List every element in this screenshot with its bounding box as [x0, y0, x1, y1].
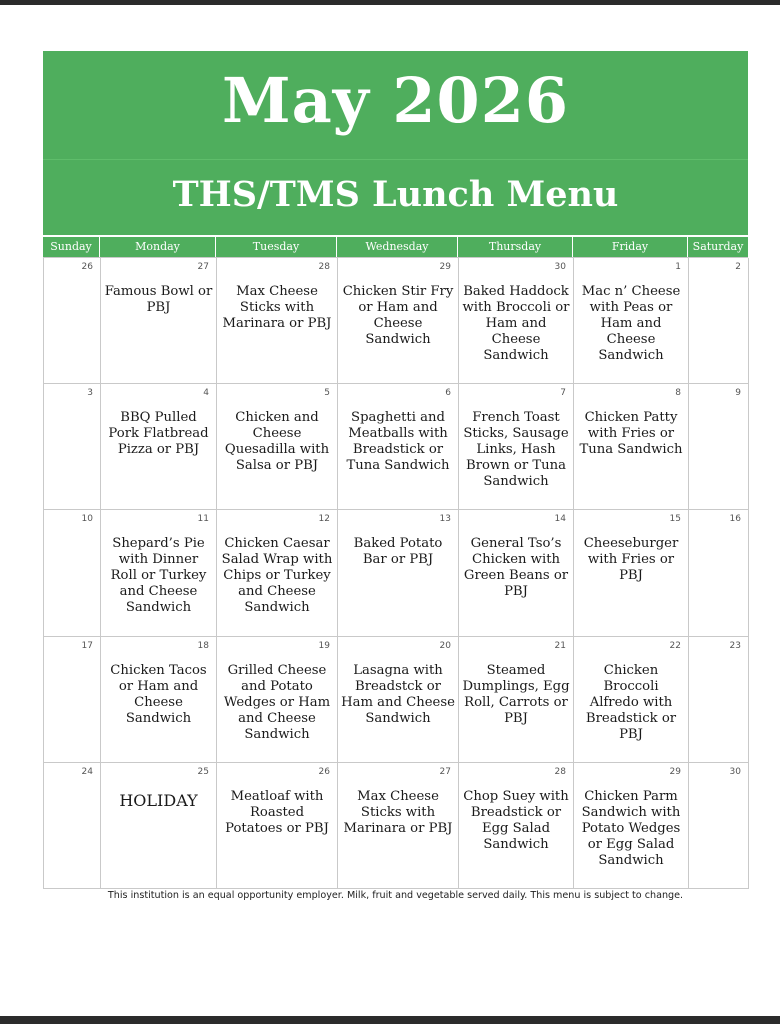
meal-text: Chicken Tacos or Ham and Cheese Sandwich	[110, 662, 207, 726]
weekday-wednesday: Wednesday	[337, 237, 458, 257]
meal-text: Chicken Stir Fry or Ham and Cheese Sandwich	[342, 284, 454, 347]
weekday-friday: Friday	[573, 237, 688, 257]
calendar-day-cell	[217, 763, 338, 889]
meal-text: Spaghetti and Meatballs with Breadstick or Tuna Sandwich	[346, 410, 450, 474]
footer-disclaimer: This institution is an equal opportunity employer. Milk, fruit and vegetable served daily. This menu is subject to change.	[107, 890, 684, 901]
date-number: 9	[735, 388, 741, 399]
date-number: 27	[439, 766, 451, 777]
calendar-day-cell	[574, 637, 689, 763]
date-number: 12	[318, 514, 330, 525]
date-number: 7	[560, 388, 566, 399]
calendar-day-cell	[217, 258, 338, 384]
calendar-day-cell	[574, 384, 689, 510]
calendar-day-cell	[338, 763, 459, 889]
calendar-grid	[43, 257, 748, 889]
calendar-day-cell	[101, 258, 217, 384]
calendar-day-cell	[689, 258, 749, 384]
date-number: 29	[669, 766, 681, 777]
calendar-day-cell	[44, 258, 101, 384]
date-number: 17	[81, 640, 93, 651]
calendar-day-cell	[338, 510, 459, 636]
calendar-day-cell	[459, 763, 574, 889]
meal-text: Grilled Cheese and Potato Wedges or Ham and Cheese Sandwich	[223, 662, 331, 742]
meal-text: French Toast Sticks, Sausage Links, Hash Brown or Tuna Sandwich	[463, 410, 569, 490]
date-number: 1	[675, 262, 681, 272]
meal-text: General Tso’s Chicken with Green Beans or PBJ	[463, 536, 569, 600]
meal-text: Chop Suey with Breadstick or Egg Salad Sandwich	[463, 788, 569, 852]
meal-text: Chicken Patty with Fries or Tuna Sandwich	[579, 410, 683, 458]
calendar-day-cell	[44, 637, 101, 763]
meal-text: Cheeseburger with Fries or PBJ	[583, 536, 679, 584]
meal-text: Mac n’ Cheese with Peas or Ham and Cheese Sandwich	[581, 284, 681, 363]
date-number: 24	[81, 766, 93, 777]
date-number: 11	[197, 514, 209, 525]
calendar-day-cell	[459, 510, 574, 636]
header-divider	[43, 159, 748, 160]
calendar-day-cell	[217, 384, 338, 510]
calendar-day-cell	[689, 510, 749, 636]
date-number: 5	[324, 388, 330, 399]
meal-text: Lasagna with Breadstck or Ham and Cheese Sandwich	[341, 662, 455, 726]
date-number: 10	[81, 514, 93, 525]
date-number: 8	[675, 388, 681, 399]
menu-header	[43, 51, 748, 235]
date-number: 3	[87, 388, 93, 399]
date-number: 28	[318, 262, 330, 272]
holiday-label: HOLIDAY	[119, 790, 198, 810]
weekday-monday: Monday	[100, 237, 216, 257]
date-number: 28	[554, 766, 566, 777]
meal-text: Shepard’s Pie with Dinner Roll or Turkey and Cheese Sandwich	[110, 536, 207, 616]
meal-text: Steamed Dumplings, Egg Roll, Carrots or PBJ	[462, 662, 570, 726]
date-number: 14	[554, 514, 566, 525]
page-title: May 2026	[222, 64, 569, 137]
calendar-day-cell	[44, 384, 101, 510]
calendar-day-cell	[689, 637, 749, 763]
calendar-day-cell	[459, 258, 574, 384]
calendar-day-cell	[338, 258, 459, 384]
meal-text: Max Cheese Sticks with Marinara or PBJ	[222, 284, 332, 331]
weekday-sunday: Sunday	[43, 237, 100, 257]
date-number: 30	[554, 262, 566, 272]
calendar-day-cell	[101, 763, 217, 889]
meal-text: Famous Bowl or PBJ	[104, 284, 213, 315]
calendar-day-cell	[574, 510, 689, 636]
date-number: 6	[445, 388, 451, 399]
meal-text: Chicken and Cheese Quesadilla with Salsa or PBJ	[224, 410, 330, 474]
weekday-header-row	[43, 237, 748, 257]
meal-text: BBQ Pulled Pork Flatbread Pizza or PBJ	[108, 410, 209, 458]
date-number: 21	[554, 640, 566, 651]
calendar-day-cell	[217, 637, 338, 763]
calendar-day-cell	[574, 258, 689, 384]
meal-text: Chicken Caesar Salad Wrap with Chips or Turkey and Cheese Sandwich	[221, 536, 333, 616]
date-number: 2	[735, 262, 741, 272]
meal-text: Meatloaf with Roasted Potatoes or PBJ	[225, 788, 329, 836]
calendar-day-cell	[689, 384, 749, 510]
meal-text: Chicken Broccoli Alfredo with Breadstick or PBJ	[585, 662, 677, 742]
date-number: 16	[729, 514, 741, 525]
calendar-day-cell	[689, 763, 749, 889]
top-edge-bar	[0, 0, 780, 5]
calendar-day-cell	[44, 763, 101, 889]
meal-text: Baked Haddock with Broccoli or Ham and Cheese Sandwich	[462, 284, 570, 363]
meal-text: Max Cheese Sticks with Marinara or PBJ	[343, 788, 453, 836]
calendar-day-cell	[101, 637, 217, 763]
date-number: 26	[81, 262, 93, 272]
weekday-tuesday: Tuesday	[216, 237, 337, 257]
weekday-saturday: Saturday	[688, 237, 748, 257]
calendar-day-cell	[338, 637, 459, 763]
calendar-day-cell	[101, 510, 217, 636]
calendar-day-cell	[101, 384, 217, 510]
meal-text: Baked Potato Bar or PBJ	[353, 536, 443, 568]
page-subtitle: THS/TMS Lunch Menu	[172, 174, 619, 215]
calendar-day-cell	[44, 510, 101, 636]
date-number: 26	[318, 766, 330, 777]
calendar-day-cell	[459, 637, 574, 763]
date-number: 19	[318, 640, 330, 651]
date-number: 22	[669, 640, 681, 651]
date-number: 4	[203, 388, 209, 399]
meal-text: Chicken Parm Sandwich with Potato Wedges or Egg Salad Sandwich	[581, 788, 681, 868]
date-number: 29	[439, 262, 451, 272]
calendar-day-cell	[459, 384, 574, 510]
calendar-day-cell	[338, 384, 459, 510]
date-number: 13	[439, 514, 451, 525]
calendar-day-cell	[217, 510, 338, 636]
date-number: 18	[197, 640, 209, 651]
date-number: 27	[197, 262, 209, 272]
date-number: 30	[729, 766, 741, 777]
date-number: 23	[729, 640, 741, 651]
date-number: 15	[669, 514, 681, 525]
date-number: 25	[197, 766, 209, 777]
weekday-thursday: Thursday	[458, 237, 573, 257]
calendar-day-cell	[574, 763, 689, 889]
date-number: 20	[439, 640, 451, 651]
bottom-edge-bar	[0, 1016, 780, 1024]
